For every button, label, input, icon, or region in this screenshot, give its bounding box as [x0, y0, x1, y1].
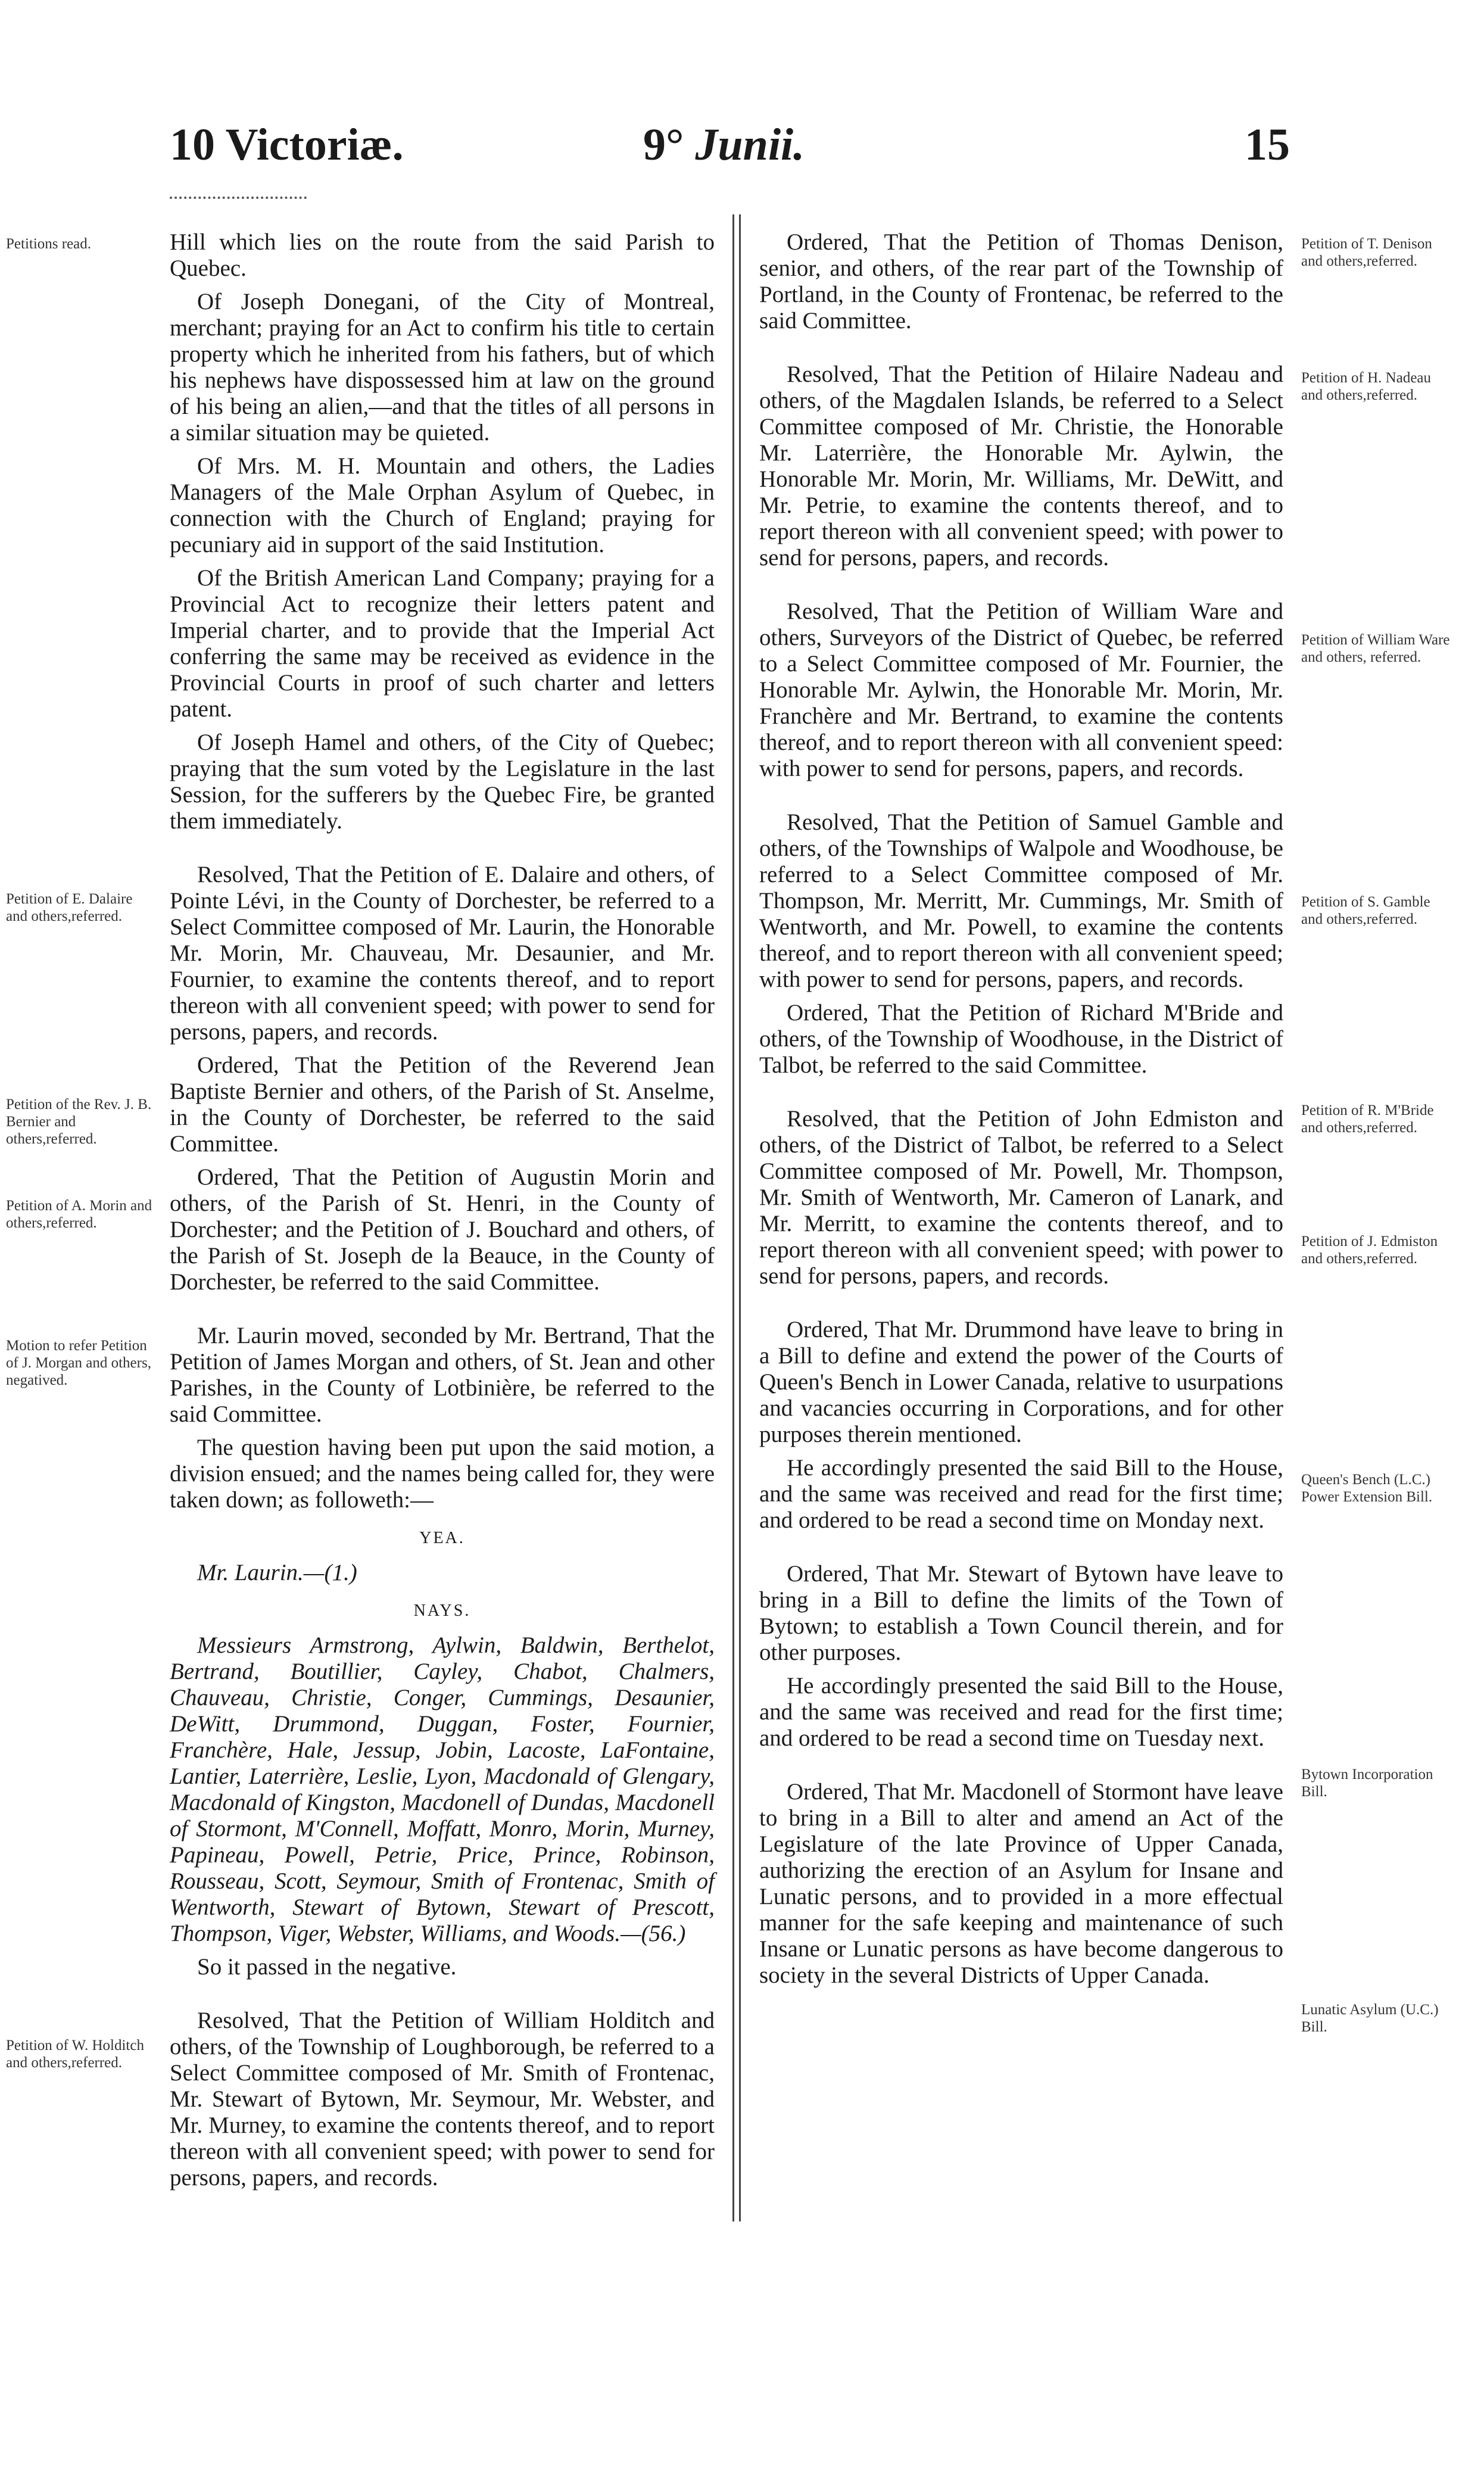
yea-names: Mr. Laurin.—(1.) — [197, 1560, 357, 1585]
order: Ordered, That the Petition of Augustin Morin and others, of the Parish of St. Henri, in the County of Dorchester; and the Petition of J. Bouchard and others, of the Parish of St. Joseph de la Beauce, in the County of Dorchester, be referred to the said Committee. — [170, 1164, 715, 1295]
paragraph: Of Mrs. M. H. Mountain and others, the Ladies Managers of the Male Orphan Asylum of Quebec, in connection with the Church of England; praying for pecuniary aid in support of the said Institution. — [170, 453, 715, 557]
page-header — [0, 119, 1484, 191]
paragraph: He accordingly presented the said Bill to the House, and the same was received and read for the first time; and ordered to be read a second time on Tuesday next. — [759, 1673, 1283, 1751]
order: Ordered, That the Petition of the Reverend Jean Baptiste Bernier and others, of the Parish of St. Anselme, in the County of Dorchester, be referred to the said Committee. — [170, 1052, 715, 1157]
margin-note: Petition of T. Denison and others,referred. — [1301, 236, 1432, 269]
margin-note: Petition of J. Edmiston and others,referred. — [1301, 1233, 1438, 1267]
margin-note: Motion to refer Petition of J. Morgan and others, negatived. — [6, 1338, 151, 1388]
paragraph: The question having been put upon the said motion, a division ensued; and the names being called for, they were taken down; as followeth:— — [170, 1435, 715, 1513]
margin-note: Petition of the Rev. J. B. Bernier and others,referred. — [6, 1096, 152, 1147]
order: Ordered, That Mr. Macdonell of Stormont have leave to bring in a Bill to alter and amend an Act of the Legislature of the late Province of Upper Canada, authorizing the erection of an Asylum for Insane and Lunatic persons, and to provided in a more effectual manner for the safe keeping and maintenance of such Insane or Lunatic persons as have become dangerous to society in the several Districts of Upper Canada. — [759, 1779, 1283, 1988]
paragraph: Of the British American Land Company; praying for a Provincial Act to recognize their letters patent and Imperial charter, and to provide that the Imperial Act conferring the same may be received as evidence in the Provincial Courts in proof of such charter and letters patent. — [170, 565, 715, 722]
nays-names: Messieurs Armstrong, Aylwin, Baldwin, Berthelot, Bertrand, Boutillier, Cayley, Chabot, Chalmers, Chauveau, Christie, Conger, Cummings, Desaunier, DeWitt, Drummond, Duggan, Foster, Fournier, Franchère, Hale, Jessup, Jobin, Lacoste, LaFontaine, Lantier, Laterrière, Leslie, Lyon, Macdonald of Glengary, Macdonald of Kingston, Macdonell of Dundas, Macdonell of Stormont, M'Connell, Moffatt, Monro, Morin, Murney, Papineau, Powell, Petrie, Price, Prince, Robinson, Rousseau, Scott, Seymour, Smith of Frontenac, Smith of Wentworth, Stewart of Bytown, Stewart of Prescott, Thompson, Viger, Webster, Williams, and Woods.—(56.) — [170, 1632, 715, 1946]
margin-note: Petition of E. Dalaire and others,referred. — [6, 891, 133, 924]
margin-note: Petition of W. Holditch and others,referred. — [6, 2037, 144, 2071]
column-divider — [732, 214, 741, 2221]
resolution: Resolved, that the Petition of John Edmiston and others, of the District of Talbot, be referred to a Select Committee composed of Mr. Powell, Mr. Thompson, Mr. Smith of Wentworth, Mr. Cameron of Lanark, and Mr. Merritt, to examine the contents thereof, and to report thereon with all convenient speed; with power to send for persons, papers, and records. — [759, 1106, 1283, 1289]
margin-note: Lunatic Asylum (U.C.) Bill. — [1301, 2002, 1439, 2035]
resolution: Resolved, That the Petition of E. Dalaire and others, of Pointe Lévi, in the County of Dorchester, be referred to a Select Committee composed of Mr. Laurin, the Honorable Mr. Morin, Mr. Chauveau, Mr. Desaunier, and Mr. Fournier, to examine the contents thereof, and to report thereon with all convenient speed; with power to send for persons, papers, and records. — [170, 862, 715, 1045]
margin-note: Petition of R. M'Bride and others,referred. — [1301, 1102, 1434, 1136]
session-title: 10 Victoriæ. — [170, 120, 404, 170]
resolution: Resolved, That the Petition of William Ware and others, Surveyors of the District of Quebec, be referred to a Select Committee composed of Mr. Fournier, the Honorable Mr. Aylwin, the Honorable Mr. Morin, Mr. Franchère and Mr. Bertrand, to examine the contents thereof, and to report thereon with all convenient speed: with power to send for persons, papers, and records. — [759, 599, 1283, 781]
resolution: Resolved, That the Petition of William Holditch and others, of the Township of Loughborough, be referred to a Select Committee composed of Mr. Smith of Frontenac, Mr. Stewart of Bytown, Mr. Seymour, Mr. Webster, and Mr. Murney, to examine the contents thereof, and to report thereon with all convenient speed; with power to send for persons, papers, and records. — [170, 2008, 715, 2190]
order: Ordered, That Mr. Drummond have leave to bring in a Bill to define and extend the power of the Courts of Queen's Bench in Lower Canada, relative to usurpations and vacancies occurring in Corporations, and for other purposes therein mentioned. — [759, 1317, 1283, 1447]
date-heading — [643, 119, 805, 171]
yea-heading: YEA. — [419, 1529, 465, 1547]
date-month: Junii. — [695, 120, 805, 170]
paragraph: Hill which lies on the route from the said Parish to Quebec. — [170, 229, 715, 281]
header-ornament — [170, 197, 307, 199]
motion: Mr. Laurin moved, seconded by Mr. Bertrand, That the Petition of James Morgan and others, of St. Jean and other Parishes, in the County of Lotbinière, be referred to the said Committee. — [170, 1323, 715, 1427]
resolution: Resolved, That the Petition of Samuel Gamble and others, of the Townships of Walpole and Woodhouse, be referred to a Select Committee composed of Mr. Thompson, Mr. Merritt, Mr. Cummings, Mr. Smith of Wentworth, and Mr. Powell, to examine the contents thereof, and to report thereon with all convenient speed; with power to send for persons, papers, and records. — [759, 809, 1283, 992]
resolution: Resolved, That the Petition of Hilaire Nadeau and others, of the Magdalen Islands, be referred to a Select Committee composed of Mr. Christie, the Honorable Mr. Laterrière, the Honorable Mr. Aylwin, the Honorable Mr. Morin, Mr. Williams, Mr. DeWitt, and Mr. Petrie, to examine the contents thereof, and to report thereon with all convenient speed; with power to send for persons, papers, and records. — [759, 362, 1283, 571]
paragraph: Of Joseph Hamel and others, of the City of Quebec; praying that the sum voted by the Legislature in the last Session, for the sufferers by the Quebec Fire, be granted them immediately. — [170, 730, 715, 834]
margin-note: Petitions read. — [6, 236, 92, 252]
margin-note: Petition of H. Nadeau and others,referred. — [1301, 370, 1432, 403]
margin-note: Petition of William Ware and others, referred. — [1301, 632, 1450, 665]
page-number: 15 — [1245, 120, 1290, 170]
margin-note: Bytown Incorporation Bill. — [1301, 1766, 1433, 1800]
margin-note: Petition of A. Morin and others,referred. — [6, 1198, 152, 1231]
left-column — [170, 229, 715, 2198]
nays-heading: NAYS. — [413, 1601, 471, 1620]
right-column — [759, 229, 1283, 1996]
margin-note: Queen's Bench (L.C.) Power Extension Bill. — [1301, 1472, 1433, 1505]
order: Ordered, That Mr. Stewart of Bytown have leave to bring in a Bill to define the limits of the Town of Bytown; to establish a Town Council therein, and for other purposes. — [759, 1561, 1283, 1665]
paragraph: So it passed in the negative. — [197, 1954, 457, 1980]
order: Ordered, That the Petition of Thomas Denison, senior, and others, of the rear part of the Township of Portland, in the County of Frontenac, be referred to the said Committee. — [759, 229, 1283, 334]
paragraph: Of Joseph Donegani, of the City of Montreal, merchant; praying for an Act to confirm his title to certain property which he inherited from his fathers, but of which his nephews have dispossessed him at law on the ground of his being an alien,—and that the titles of all persons in a similar situation may be quieted. — [170, 289, 715, 445]
paragraph: He accordingly presented the said Bill to the House, and the same was received and read for the first time; and ordered to be read a second time on Monday next. — [759, 1455, 1283, 1533]
date-day: 9° — [643, 120, 684, 170]
margin-note: Petition of S. Gamble and others,referred. — [1301, 894, 1430, 927]
order: Ordered, That the Petition of Richard M'Bride and others, of the Township of Woodhouse, in the District of Talbot, be referred to the said Committee. — [759, 1000, 1283, 1078]
